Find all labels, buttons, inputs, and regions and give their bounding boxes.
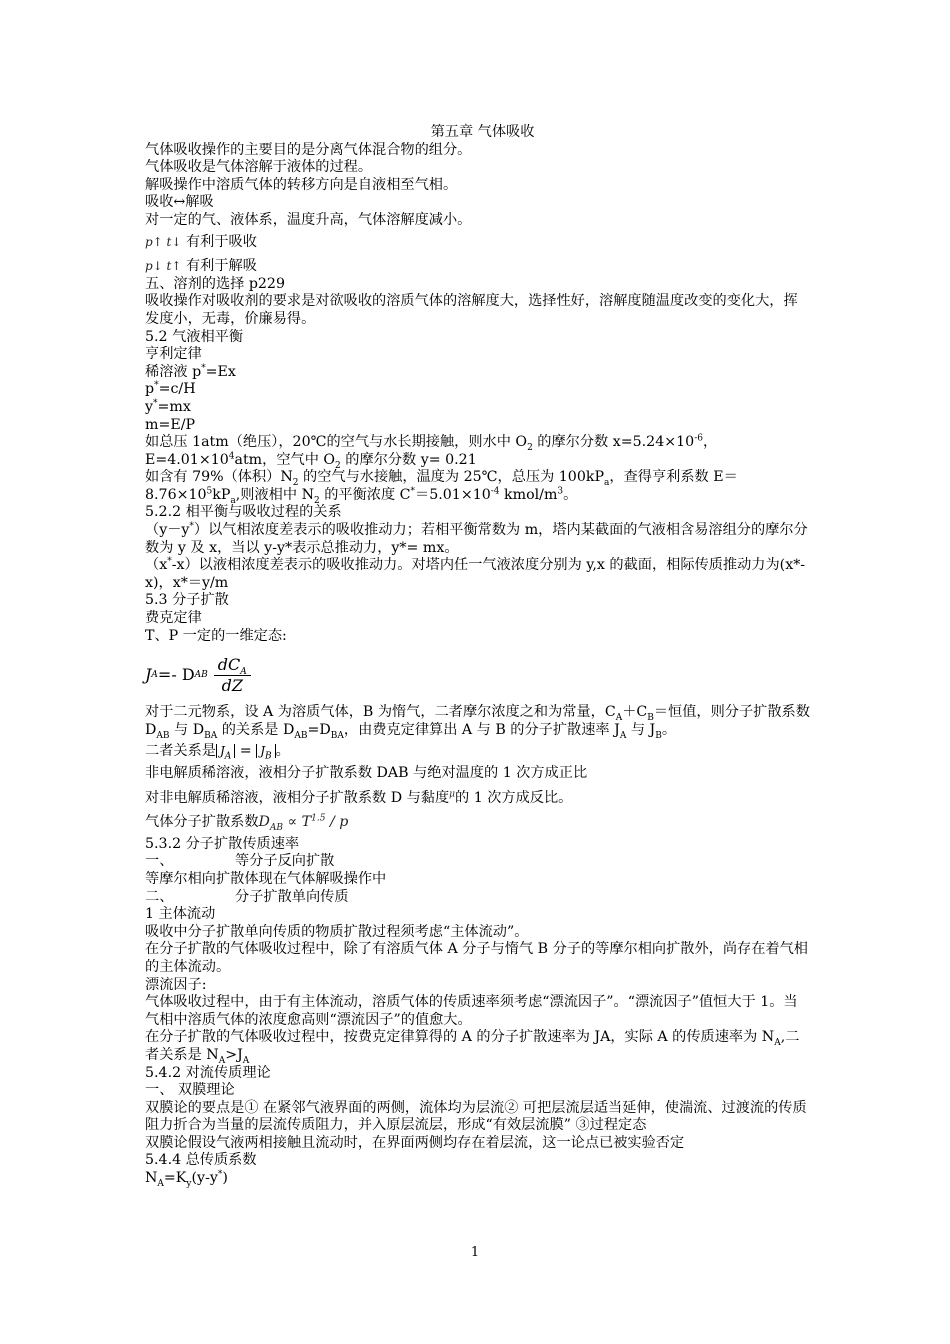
section-heading: 5.4.4 总传质系数 bbox=[145, 1152, 257, 1169]
text-line: p↑ t↓ 有利于吸收 bbox=[145, 233, 257, 250]
document-body bbox=[145, 124, 810, 1188]
section-heading: 5.2 气液相平衡 bbox=[145, 328, 244, 345]
section-heading: 5.2.2 相平衡与吸收过程的关系 bbox=[145, 504, 342, 521]
math-expression: p↓ t↑ bbox=[145, 259, 182, 274]
text-line: 亨利定律 bbox=[145, 346, 202, 363]
abs-value: $J_A$ bbox=[216, 744, 235, 758]
chapter-title: 第五章 气体吸收 bbox=[430, 124, 535, 140]
text-line: 等摩尔相向扩散体现在气体解吸操作中 bbox=[145, 870, 387, 887]
text-line: T、P 一定的一维定态: bbox=[145, 627, 287, 644]
text-line: 1 主体流动 bbox=[145, 906, 216, 923]
text-line: 吸收↔解吸 bbox=[145, 194, 214, 211]
text-line: 气体吸收是气体溶解于液体的过程。 bbox=[145, 159, 373, 176]
text-line: 气体分子扩散系数$D_{AB} \propto T^{1.5} / p$ bbox=[145, 813, 349, 834]
text-line: $N_A=K_y(y-y^*)$ bbox=[145, 1169, 228, 1189]
text-line: 二、 分子扩散单向传质 bbox=[145, 888, 349, 905]
paragraph: （x*-x）以液相浓度差表示的吸收推动力。对塔内任一气液浓度分别为 y,x 的截面，相际传质推动力为(x*-x)，x*＝y/m bbox=[145, 556, 806, 591]
section-heading: 五、溶剂的选择 p229 bbox=[145, 275, 285, 292]
paragraph: 双膜论的要点是① 在紧邻气液界面的两侧，流体均为层流② 可把层流层适当延伸，使湍流、过渡流的传质阻力折合为当量的层流传质阻力，并入原层流层，形成“有效层流膜” ③过程定态 bbox=[145, 1099, 807, 1134]
math-expression: p↑ t↓ bbox=[145, 234, 182, 249]
paragraph: 吸收操作对吸收剂的要求是对欲吸收的溶质气体的溶解度大，选择性好，溶解度随温度改变的变化大，挥发度小，无毒，价廉易得。 bbox=[145, 293, 798, 327]
paragraph: 如含有 79%（体积）$N_2$ 的空气与水接触，温度为 25℃，总压为 $100kP_a$，查得亨利系数 $E=8.76\times 10^5kP_a$,则液相中 $N_2$ 的平衡浓度 $C^*=5.01\times 10^{-4}$ kmol/$m^3$。 bbox=[145, 469, 738, 506]
text-line: 费克定律 bbox=[145, 610, 202, 627]
math-expression: $D_{AB} \propto T^{1.5} / p$ bbox=[258, 813, 349, 834]
text-line: 一、 双膜理论 bbox=[145, 1082, 235, 1099]
abs-value: $J_B$ bbox=[256, 744, 275, 758]
paragraph: 在分子扩散的气体吸收过程中，除了有溶质气体 A 分子与惰气 B 分子的等摩尔相向扩散外，尚存在着气相的主体流动。 bbox=[145, 941, 808, 975]
text-line: 解吸操作中溶质气体的转移方向是自液相至气相。 bbox=[145, 176, 458, 193]
text-line: 吸收中分子扩散单向传质的物质扩散过程须考虑“主体流动”。 bbox=[145, 923, 529, 940]
text-line: 一、 等分子反向扩散 bbox=[145, 853, 335, 870]
text-line: 非电解质稀溶液，液相分子扩散系数 DAB 与绝对温度的 1 次方成正比 bbox=[145, 765, 588, 781]
section-heading: 5.3.2 分子扩散传质速率 bbox=[145, 835, 300, 852]
text-line: 双膜论假设气液两相接触且流动时，在界面两侧均存在着层流，这一论点已被实验否定 bbox=[145, 1134, 685, 1151]
paragraph: 在分子扩散的气体吸收过程中，按费克定律算得的 A 的分子扩散速率为 JA，实际 A 的传质速率为 $N_A$,二者关系是 $N_A>J_A$ bbox=[145, 1029, 800, 1066]
text-line: p↓ t↑ 有利于解吸 bbox=[145, 258, 257, 275]
paragraph: （y－y*）以气相浓度差表示的吸收推动力；若相平衡常数为 m，塔内某截面的气液相含易溶组分的摩尔分数为 y 及 x，当以 y-y*表示总推动力，y*= mx。 bbox=[145, 521, 808, 556]
section-heading: 5.3 分子扩散 bbox=[145, 592, 229, 609]
section-heading: 5.4.2 对流传质理论 bbox=[145, 1064, 271, 1081]
text-line: 稀溶液 p*=Ex bbox=[145, 362, 236, 380]
page-number: 1 bbox=[470, 1245, 480, 1260]
text-line: 二者关系是 $J_A = J_B$ 。 bbox=[145, 743, 290, 762]
text-line: 对一定的气、液体系，温度升高，气体溶解度减小。 bbox=[145, 211, 472, 228]
text-line: y*=mx bbox=[145, 398, 191, 415]
fraction: $\frac{dC_A}{dZ}$ bbox=[214, 656, 251, 694]
paragraph: 对于二元物系，设 A 为溶质气体，B 为惰气，二者摩尔浓度之和为常量，$C_A+C_B=$恒值，则分子扩散系数 $D_{AB}$ 与 $D_{BA}$ 的关系是 $D_{AB}=D_{BA}$，由费克定律算出 A 与 B 的分子扩散速率 $J_A$ 与 $J_B$。 bbox=[145, 704, 810, 741]
fick-law-formula: J A =- D AB $\frac{dC_A}{dZ}$ bbox=[145, 648, 810, 702]
text-line: p*=c/H bbox=[145, 380, 196, 398]
text-line: 对非电解质稀溶液，液相分子扩散系数 D 与黏度$^\mu$的 1 次方成反比。 bbox=[145, 788, 573, 806]
paragraph: 气体吸收过程中，由于有主体流动，溶质气体的传质速率须考虑“漂流因子”。“漂流因子”值恒大于 1。当气相中溶质气体的浓度愈高则“漂流因子”的值愈大。 bbox=[145, 994, 798, 1028]
text-line: m=E/P bbox=[145, 416, 196, 433]
paragraph: 如总压 1atm（绝压），20℃的空气与水长期接触，则水中 $O_2$ 的摩尔分数 $x=5.24\times 10^{-6}$，$E=4.01\times 10^4atm$，空气中 $O_2$ 的摩尔分数 y= 0.21 bbox=[145, 433, 718, 471]
text-line: 漂流因子: bbox=[145, 976, 207, 993]
text-line: 气体吸收操作的主要目的是分离气体混合物的组分。 bbox=[145, 141, 472, 158]
